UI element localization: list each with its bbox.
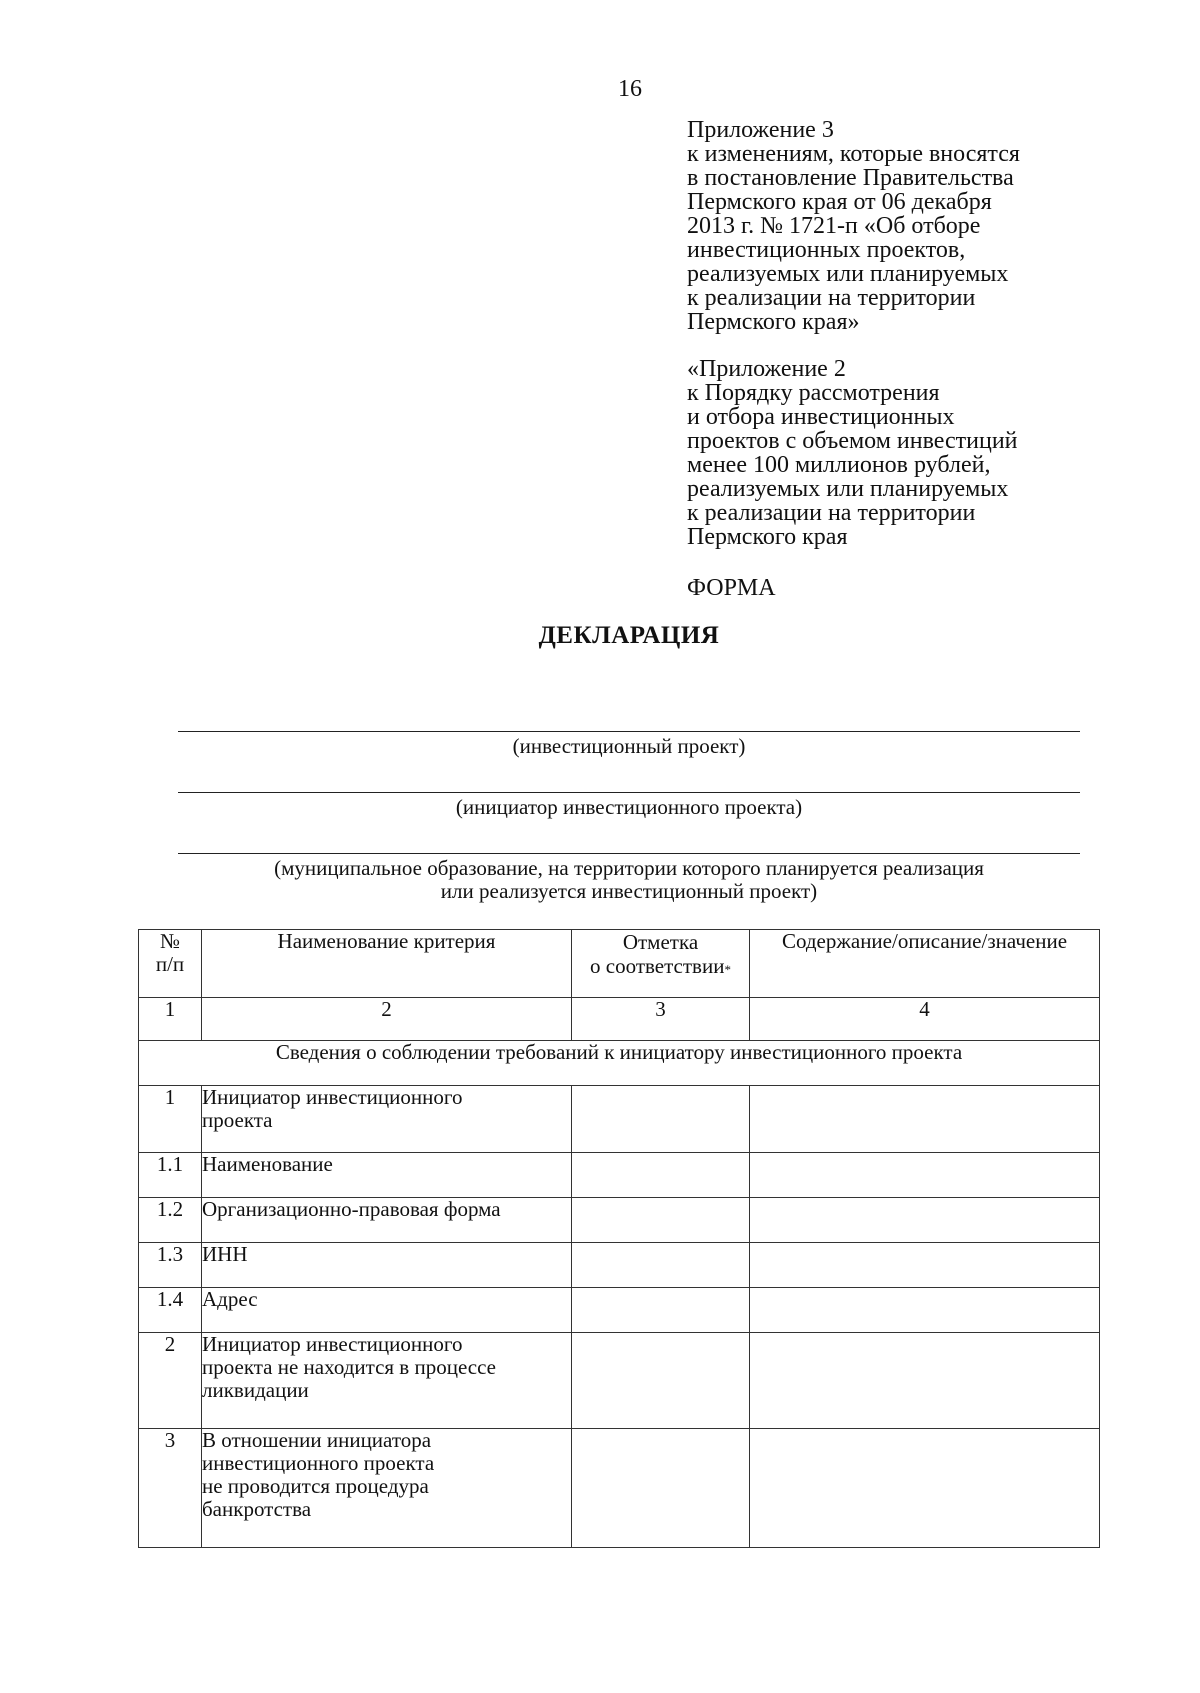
column-number: 3 [572,998,750,1041]
table-row [139,1243,1100,1288]
annex-2-line: к реализации на территории [687,500,976,526]
row-number: 2 [139,1333,202,1429]
column-number-row [139,998,1100,1041]
municipality-fill-line[interactable] [178,853,1080,854]
annex-3-heading [687,118,1157,334]
declaration-table [138,929,1100,1548]
table-row [139,1086,1100,1153]
header-mark-line [590,954,731,978]
compliance-mark-cell[interactable] [572,1086,750,1153]
section-header-row [139,1041,1100,1086]
form-label: ФОРМА [687,575,776,601]
annex-3-line: в постановление Правительства [687,165,1014,191]
criterion-line: банкротства [202,1497,312,1521]
annex-2-line: реализуемых или планируемых [687,476,1009,502]
criterion-name: ИНН [202,1243,572,1288]
table-row [139,1429,1100,1548]
table-row [139,1333,1100,1429]
criterion-name [202,1086,572,1153]
annex-3-line: к изменениям, которые вносятся [687,141,1020,167]
header-number-line: п/п [155,952,185,976]
description-cell[interactable] [750,1288,1100,1333]
criterion-line: В отношении инициатора [202,1428,432,1452]
row-number: 1.1 [139,1153,202,1198]
compliance-mark-cell[interactable] [572,1153,750,1198]
municipality-caption-line: или реализуется инвестиционный проект) [440,879,818,903]
header-mark-text [590,930,731,978]
criterion-line: проекта не находится в процессе [202,1355,496,1379]
criterion-name [202,1429,572,1548]
municipality-caption [178,857,1080,903]
initiator-caption: (инициатор инвестиционного проекта) [455,795,803,819]
column-number: 2 [202,998,572,1041]
document-title: ДЕКЛАРАЦИЯ [538,622,720,649]
annex-2-line: и отбора инвестиционных [687,404,955,430]
header-mark-line-text: о соответствии [590,954,725,978]
header-number-line: № [159,929,181,953]
compliance-mark-cell[interactable] [572,1198,750,1243]
description-cell[interactable] [750,1153,1100,1198]
criterion-line: ликвидации [202,1378,309,1402]
header-compliance-mark [572,930,750,998]
annex-3-line: реализуемых или планируемых [687,261,1009,287]
criterion-name [202,1333,572,1429]
criterion-name: Организационно-правовая форма [202,1198,572,1243]
table-row [139,1153,1100,1198]
annex-3-line: 2013 г. № 1721-п «Об отборе [687,213,981,239]
annex-2-line: проектов с объемом инвестиций [687,428,1018,454]
municipality-caption-line: (муниципальное образование, на территории которого планируется реализация [274,856,984,880]
project-caption: (инвестиционный проект) [512,734,746,758]
criterion-line: Инициатор инвестиционного [202,1085,463,1109]
compliance-mark-cell[interactable] [572,1333,750,1429]
compliance-mark-cell[interactable] [572,1288,750,1333]
header-description: Содержание/описание/значение [750,930,1100,998]
table-row [139,1288,1100,1333]
annex-2-line: «Приложение 2 [687,356,846,382]
annex-3-line: Приложение 3 [687,117,834,143]
column-number: 4 [750,998,1100,1041]
description-cell[interactable] [750,1243,1100,1288]
criterion-line: проекта [202,1108,273,1132]
annex-2-line: менее 100 миллионов рублей, [687,452,991,478]
description-cell[interactable] [750,1198,1100,1243]
criterion-line: инвестиционного проекта [202,1451,435,1475]
description-cell[interactable] [750,1333,1100,1429]
annex-3-line: Пермского края» [687,309,860,335]
criterion-line: не проводится процедура [202,1474,429,1498]
annex-3-line: Пермского края от 06 декабря [687,189,992,215]
section-title: Сведения о соблюдении требований к инициатору инвестиционного проекта [139,1041,1100,1086]
criterion-name: Наименование [202,1153,572,1198]
annex-2-line: Пермского края [687,524,848,550]
description-cell[interactable] [750,1429,1100,1548]
annex-2-line: к Порядку рассмотрения [687,380,940,406]
page-number: 16 [618,76,642,102]
annex-3-line: к реализации на территории [687,285,976,311]
annex-2-heading [687,357,1157,549]
footnote-marker: * [724,962,731,977]
header-number [139,930,202,998]
table-header-row [139,930,1100,998]
row-number: 1 [139,1086,202,1153]
table-row [139,1198,1100,1243]
project-fill-line[interactable] [178,731,1080,732]
annex-3-line: инвестиционных проектов, [687,237,966,263]
description-cell[interactable] [750,1086,1100,1153]
header-mark-line: Отметка [622,930,699,954]
initiator-fill-line[interactable] [178,792,1080,793]
criterion-name: Адрес [202,1288,572,1333]
compliance-mark-cell[interactable] [572,1243,750,1288]
row-number: 1.4 [139,1288,202,1333]
row-number: 3 [139,1429,202,1548]
header-criterion-name: Наименование критерия [202,930,572,998]
row-number: 1.3 [139,1243,202,1288]
row-number: 1.2 [139,1198,202,1243]
column-number: 1 [139,998,202,1041]
criterion-line: Инициатор инвестиционного [202,1332,463,1356]
compliance-mark-cell[interactable] [572,1429,750,1548]
